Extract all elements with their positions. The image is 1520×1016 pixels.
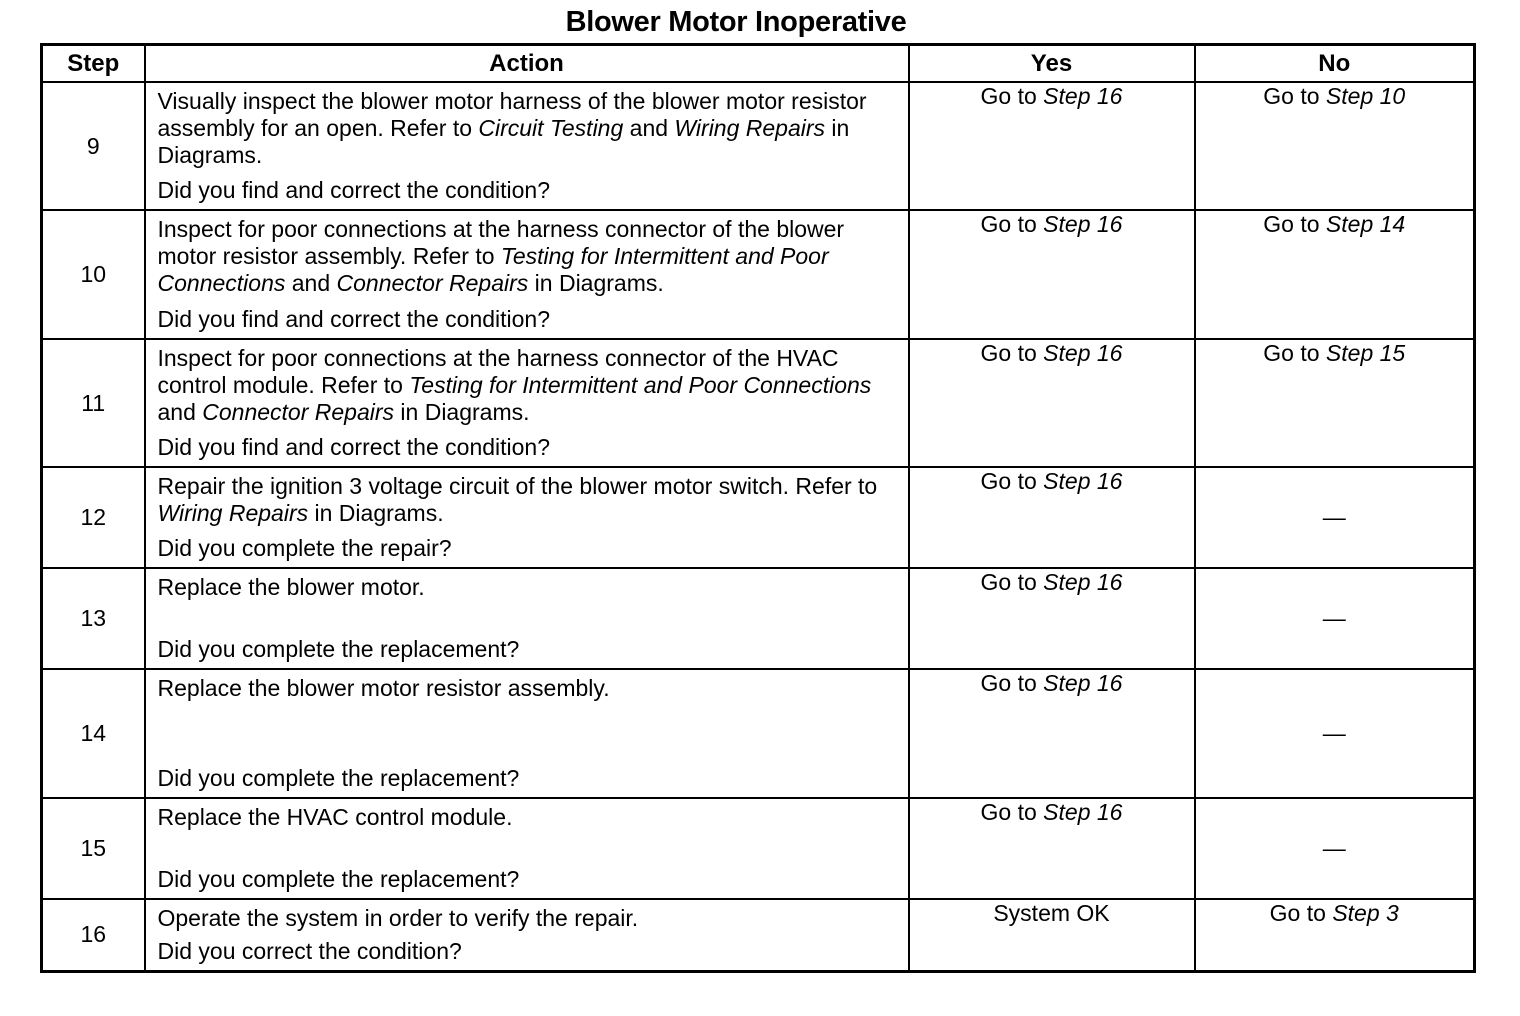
yes-result-text: Go to	[980, 670, 1044, 696]
yes-result-text: Go to	[980, 340, 1044, 366]
action-text-part: in Diagrams.	[157, 115, 850, 168]
no-result-step: Step 14	[1325, 211, 1406, 237]
action-text	[158, 675, 898, 702]
action-text	[158, 574, 898, 601]
action-question: Did you find and correct the condition?	[157, 306, 551, 332]
action-question: Did you complete the replacement?	[157, 636, 520, 662]
action-question: Did you correct the condition?	[157, 938, 462, 964]
yes-result-step: Step 16	[1043, 83, 1123, 109]
table-row	[42, 82, 1475, 210]
no-result-step: Step 3	[1332, 900, 1399, 926]
yes-result-step: Step 16	[1043, 468, 1123, 494]
no-result	[1195, 798, 1475, 899]
yes-result-step: Step 16	[1043, 670, 1123, 696]
page-title: Blower Motor Inoperative	[565, 6, 907, 38]
yes-result-text: Go to	[980, 83, 1044, 109]
diagnostic-table	[40, 43, 1476, 973]
yes-result-text: Go to	[980, 569, 1044, 595]
no-result-text: Go to	[1263, 211, 1326, 237]
step-number: 14	[42, 669, 145, 798]
no-result	[1195, 339, 1475, 467]
action-reference: Connector Repairs	[202, 399, 395, 425]
yes-result	[909, 210, 1195, 339]
table-row	[42, 669, 1475, 798]
table-row	[42, 798, 1475, 899]
no-result	[1195, 899, 1475, 971]
action-text-part: and	[157, 399, 203, 425]
yes-result-step: Step 16	[1043, 569, 1123, 595]
action-text-part: in Diagrams.	[308, 500, 444, 526]
no-result	[1195, 669, 1475, 798]
action-cell	[145, 568, 909, 669]
no-result-text: —	[1322, 835, 1346, 861]
action-reference: Testing for Intermittent and Poor Connections	[409, 372, 872, 398]
yes-result	[909, 82, 1195, 210]
no-result-step: Step 10	[1325, 83, 1406, 109]
yes-result-text: Go to	[980, 211, 1044, 237]
yes-result	[909, 669, 1195, 798]
action-text	[158, 88, 898, 169]
action-cell	[145, 798, 909, 899]
action-question: Did you find and correct the condition?	[157, 177, 551, 203]
table-header-row	[42, 45, 1475, 83]
yes-result-text: Go to	[980, 468, 1044, 494]
action-text	[158, 345, 898, 426]
yes-result	[909, 339, 1195, 467]
action-reference: Testing for Intermittent and Poor Connections	[157, 243, 829, 296]
action-text-part: Inspect for poor connections at the harness connector of the HVAC control module. Refer to	[157, 345, 839, 398]
action-text-part: Repair the ignition 3 voltage circuit of the blower motor switch. Refer to	[157, 473, 878, 499]
step-number: 13	[42, 568, 145, 669]
no-result	[1195, 467, 1475, 568]
no-result-text: —	[1322, 605, 1346, 631]
step-number: 9	[42, 82, 145, 210]
table-row	[42, 467, 1475, 568]
no-result-text: Go to	[1263, 340, 1326, 366]
action-text-part: Replace the blower motor resistor assembly.	[157, 675, 610, 701]
table-row	[42, 899, 1475, 971]
yes-result	[909, 568, 1195, 669]
header-yes: Yes	[909, 45, 1195, 83]
action-question: Did you find and correct the condition?	[157, 434, 551, 460]
action-text-part: Replace the HVAC control module.	[157, 804, 513, 830]
yes-result	[909, 798, 1195, 899]
action-text	[158, 473, 898, 527]
action-text-part: in Diagrams.	[394, 399, 530, 425]
action-text	[158, 216, 898, 297]
action-reference: Connector Repairs	[336, 270, 529, 296]
yes-result	[909, 899, 1195, 971]
action-reference: Circuit Testing	[478, 115, 624, 141]
yes-result-text: System OK	[993, 900, 1110, 926]
no-result-text: —	[1322, 504, 1346, 530]
action-text-part: and	[623, 115, 675, 141]
action-cell	[145, 339, 909, 467]
action-question: Did you complete the repair?	[157, 535, 452, 561]
step-number: 16	[42, 899, 145, 971]
table-row	[42, 339, 1475, 467]
yes-result-step: Step 16	[1043, 799, 1123, 825]
yes-result-step: Step 16	[1043, 211, 1123, 237]
yes-result-text: Go to	[980, 799, 1044, 825]
yes-result	[909, 467, 1195, 568]
action-text	[158, 905, 898, 932]
no-result	[1195, 210, 1475, 339]
table-row	[42, 210, 1475, 339]
no-result	[1195, 568, 1475, 669]
action-text-part: Inspect for poor connections at the harness connector of the blower motor resistor assembly. Refer to	[157, 216, 845, 269]
header-no: No	[1195, 45, 1475, 83]
step-number: 12	[42, 467, 145, 568]
action-reference: Wiring Repairs	[157, 500, 309, 526]
step-number: 15	[42, 798, 145, 899]
no-result-text: —	[1322, 720, 1346, 746]
action-question: Did you complete the replacement?	[157, 765, 520, 791]
action-text-part: in Diagrams.	[528, 270, 664, 296]
step-number: 10	[42, 210, 145, 339]
action-text	[158, 804, 898, 831]
step-number: 11	[42, 339, 145, 467]
action-question: Did you complete the replacement?	[157, 866, 520, 892]
no-result	[1195, 82, 1475, 210]
header-step: Step	[42, 45, 145, 83]
action-text-part: Operate the system in order to verify the repair.	[157, 905, 639, 931]
action-cell	[145, 899, 909, 971]
no-result-step: Step 15	[1325, 340, 1406, 366]
action-reference: Wiring Repairs	[674, 115, 826, 141]
action-text-part: Visually inspect the blower motor harness of the blower motor resistor assembly for an open. Refer to	[157, 88, 867, 141]
yes-result-step: Step 16	[1043, 340, 1123, 366]
no-result-text: Go to	[1269, 900, 1333, 926]
no-result-text: Go to	[1263, 83, 1326, 109]
action-cell	[145, 210, 909, 339]
action-cell	[145, 82, 909, 210]
action-text-part: and	[285, 270, 337, 296]
header-action: Action	[145, 45, 909, 83]
action-cell	[145, 669, 909, 798]
action-cell	[145, 467, 909, 568]
table-row	[42, 568, 1475, 669]
action-text-part: Replace the blower motor.	[157, 574, 425, 600]
